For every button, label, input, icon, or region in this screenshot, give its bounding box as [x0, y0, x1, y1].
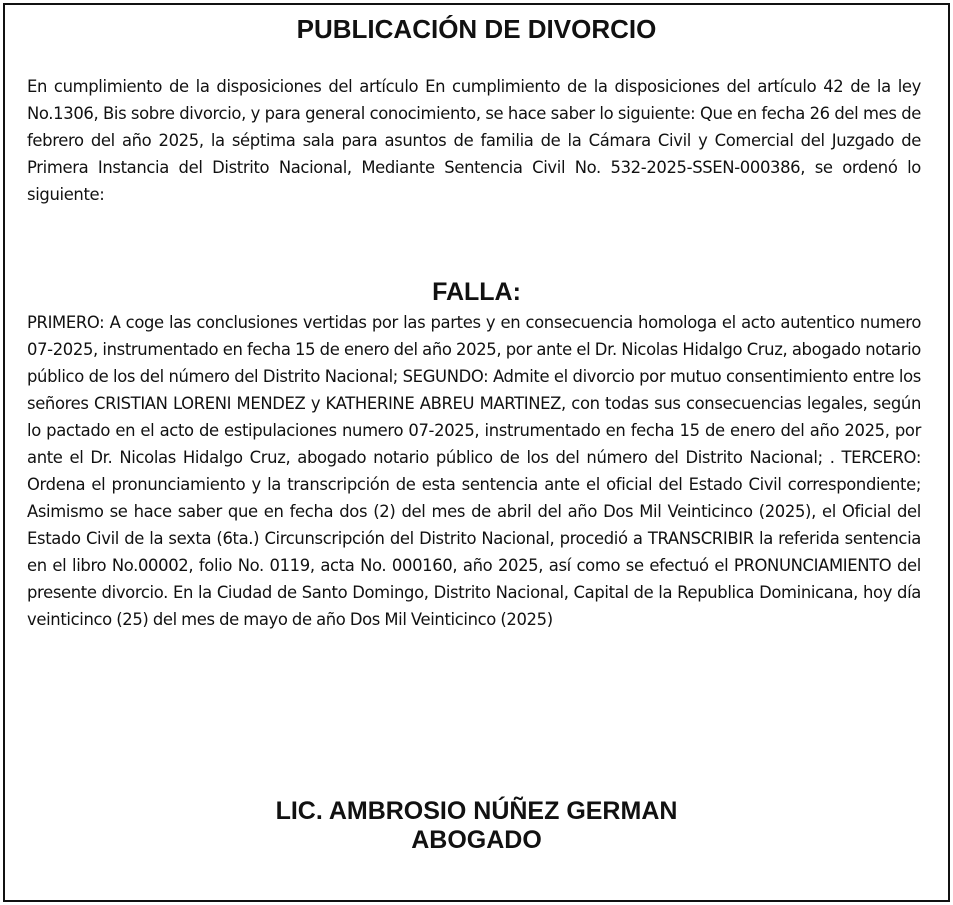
falla-heading: FALLA:	[432, 278, 521, 306]
signature-block	[0, 797, 953, 855]
signature-name: LIC. AMBROSIO NÚÑEZ GERMAN	[275, 797, 678, 825]
intro-paragraph: En cumplimiento de la disposiciones del artículo En cumplimiento de la disposiciones del artículo 42 de la ley No.1306, Bis sobre divorcio, y para general conocimiento, se hace saber lo siguiente: Que en fecha 26 del mes de febrero del año 2025, la séptima sala para asuntos de familia de la Cámara Civil y Comercial del Juzgado de Primera Instancia del Distrito Nacional, Mediante Sentencia Civil No. 532-2025-SSEN-000386, se ordenó lo siguiente:	[27, 77, 921, 204]
signature-role: ABOGADO	[411, 826, 542, 854]
ruling-paragraph: PRIMERO: A coge las conclusiones vertidas por las partes y en consecuencia homologa el acto autentico numero 07-2025, instrumentado en fecha 15 de enero del año 2025, por ante el Dr. Nicolas Hidalgo Cruz, abogado notario público de los del número del Distrito Nacional; SEGUNDO: Admite el divorcio por mutuo consentimiento entre los señores CRISTIAN LORENI MENDEZ y KATHERINE ABREU MARTINEZ, con todas sus consecuencias legales, según lo pactado en el acto de estipulaciones numero 07-2025, instrumentado en fecha 15 de enero del año 2025, por ante el Dr. Nicolas Hidalgo Cruz, abogado notario público de los del número del Distrito Nacional; . TERCERO: Ordena el pronunciamiento y la transcripción de esta sentencia ante el oficial del Estado Civil correspondiente; Asimismo se hace saber que en fecha dos (2) del mes de abril del año Dos Mil Veinticinco (2025), el Oficial del Estado Civil de la sexta (6ta.) Circunscripción del Distrito Nacional, procedió a TRANSCRIBIR la referida sentencia en el libro No.00002, folio No. 0119, acta No. 000160, año 2025, así como se efectuó el PRONUNCIAMIENTO del presente divorcio. En la Ciudad de Santo Domingo, Distrito Nacional, Capital de la Republica Dominicana, hoy día veinticinco (25) del mes de mayo de año Dos Mil Veinticinco (2025)	[27, 313, 921, 629]
notice-title: PUBLICACIÓN DE DIVORCIO	[296, 14, 657, 44]
